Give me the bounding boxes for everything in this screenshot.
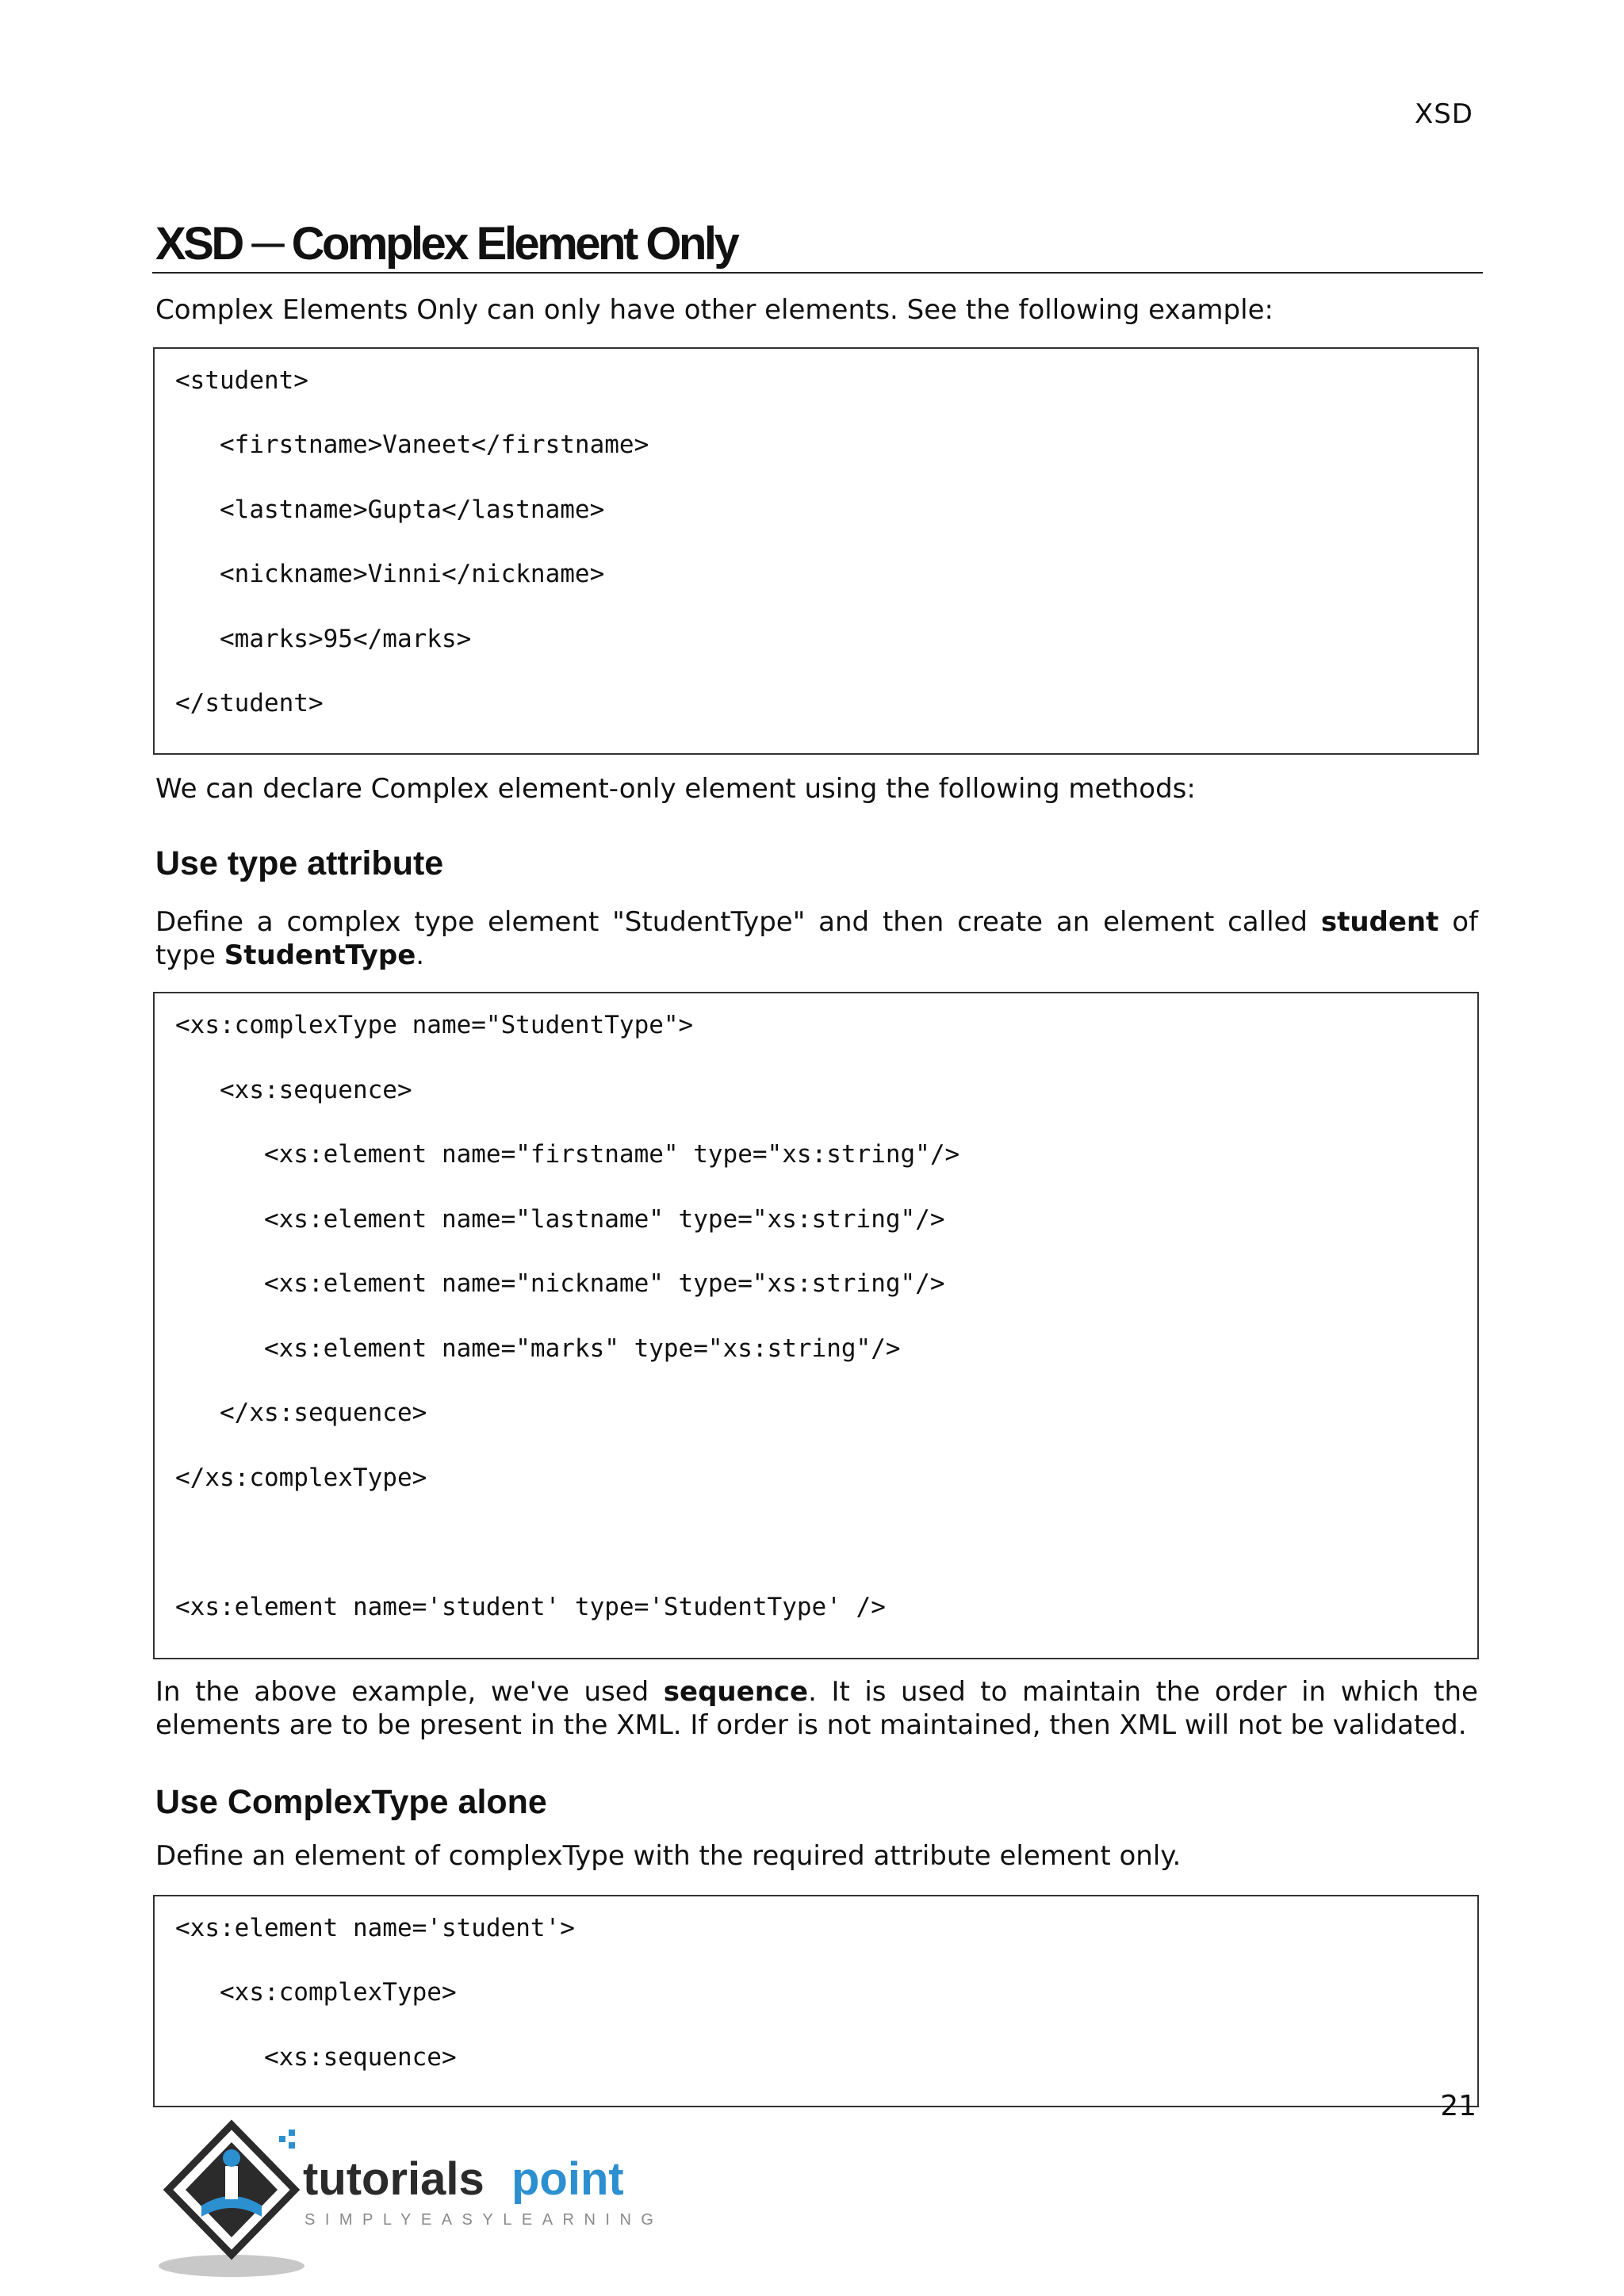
section-heading-type-attribute: Use type attribute (155, 844, 444, 882)
intro-paragraph: Complex Elements Only can only have other elements. See the following example: (155, 294, 1274, 326)
logo-wordmark-left: tutorials (303, 2153, 485, 2205)
code-line: <lastname>Gupta</lastname> (175, 496, 605, 524)
code-line: <xs:sequence> (175, 1076, 412, 1104)
tutorialspoint-logo (152, 2110, 691, 2281)
methods-intro-paragraph: We can declare Complex element-only element using the following methods: (155, 773, 1196, 805)
code-line: <xs:element name='student' type='StudentType' /> (175, 1593, 886, 1621)
code-line: <xs:element name="lastname" type="xs:string"/> (175, 1205, 945, 1234)
sequence-explanation-paragraph: In the above example, we've used sequence. It is used to maintain the order in which the elements are to be present in the XML. If order is not maintained, then XML will not be validated. (155, 1676, 1478, 1741)
code-block-student-example (153, 347, 1479, 755)
page-number: 21 (1440, 2090, 1477, 2122)
code-line: <xs:complexType> (175, 1978, 457, 2007)
code-line: </xs:sequence> (175, 1399, 427, 1427)
code-block-complextype-alone (153, 1895, 1479, 2107)
complextype-alone-description: Define an element of complexType with the required attribute element only. (155, 1840, 1182, 1872)
page-title: XSD ─ Complex Element Only (155, 218, 737, 270)
code-line: <xs:element name='student'> (175, 1914, 575, 1942)
code-line: </student> (175, 689, 324, 718)
title-underline (152, 272, 1483, 274)
code-line: <xs:sequence> (175, 2043, 457, 2072)
code-line: <xs:complexType name="StudentType"> (175, 1011, 694, 1039)
code-line: <xs:element name="firstname" type="xs:string"/> (175, 1140, 960, 1169)
logo-tagline: SIMPLYEASYLEARNING (304, 2211, 664, 2229)
running-header: XSD (1414, 98, 1473, 130)
code-line: <xs:element name="nickname" type="xs:string"/> (175, 1269, 945, 1298)
code-line: <student> (175, 366, 308, 395)
code-line: </xs:complexType> (175, 1464, 427, 1492)
section-heading-complextype-alone: Use ComplexType alone (155, 1783, 547, 1821)
logo-wordmark-right: point (511, 2153, 624, 2205)
code-line: <xs:element name="marks" type="xs:string"/> (175, 1334, 901, 1363)
code-line: <marks>95</marks> (175, 625, 472, 653)
type-attribute-description: Define a complex type element "StudentType" and then create an element called student of type StudentType. (155, 906, 1478, 971)
logo-figure-head (223, 2149, 240, 2167)
logo-figure (225, 2166, 238, 2199)
code-line: <nickname>Vinni</nickname> (175, 560, 605, 588)
code-block-complextype-declaration (153, 992, 1479, 1659)
code-line: <firstname>Vaneet</firstname> (175, 430, 649, 459)
